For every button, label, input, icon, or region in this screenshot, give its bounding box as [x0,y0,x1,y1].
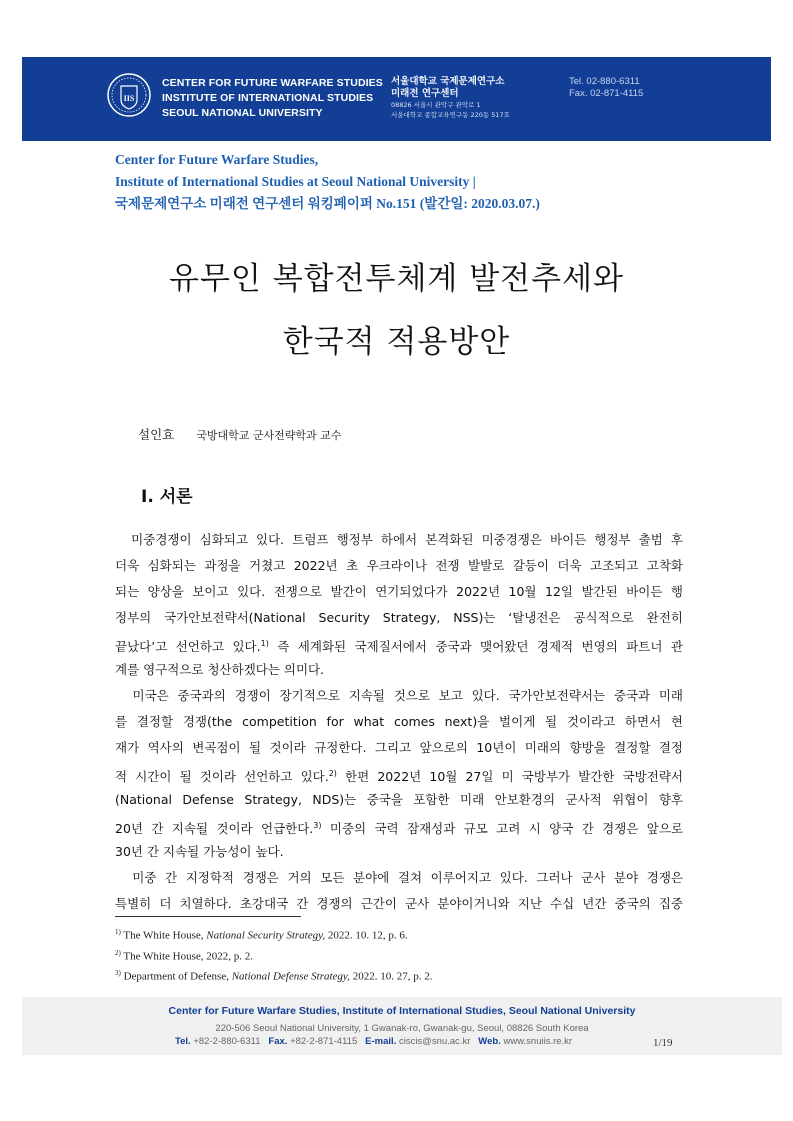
body-line-content [115,813,683,839]
body-text-run: 미국은 중국과의 경쟁이 장기적으로 지속될 것으로 보고 있다. 국가안보전략서는 중국과 미래 [115,688,683,703]
body-line [115,683,683,709]
body-text-run: 를 결정할 경쟁(the competition for what comes next)을 벌이게 될 것이라고 하면서 현 [115,714,683,729]
footer-address: 220-506 Seoul National University, 1 Gwanak-ro, Gwanak-gu, Seoul, 08826 South Korea [215,1023,589,1034]
body-text-run: 특별히 더 치열하다. 초강대국 간 경쟁의 근간이 군사 분야이거니와 지난 수십 년간 중국의 집중 [115,896,683,911]
section-heading: Ⅰ. 서론 [141,487,193,507]
org-line: Center for Future Warfare Studies, [115,152,319,167]
header-contact [569,76,643,100]
body-text-run: 되는 양상을 보이고 있다. 전쟁으로 발간이 연기되었다가 2022년 10월 12일 발간된 바이든 행 [115,584,683,599]
footnote-ref[interactable]: 1) [260,639,269,648]
header-ko-center: 미래전 연구센터 [391,88,459,99]
body-text-run: 끝났다’고 선언하고 있다. [115,639,261,655]
footnotes [115,924,432,986]
author-line [138,425,341,443]
body-line [115,709,683,735]
header-en-line: INSTITUTE OF INTERNATIONAL STUDIES [162,92,374,104]
body-line [115,813,683,839]
footer-email-link[interactable]: ciscis@snu.ac.kr [398,1036,471,1047]
body-line [115,787,683,813]
footnote-text: 2022. 10. 12, p. 6. [325,929,408,942]
footnote-divider [115,916,301,917]
footer-fax: +82-2-871-4115 [290,1036,358,1047]
body-line-content [115,761,683,787]
header-address-1: 08826 서울시 관악구 관악로 1 [391,101,481,109]
university-seal-icon [107,73,151,117]
footer-web-link[interactable]: www.snuiis.re.kr [503,1036,573,1047]
footer-web-label: Web. [478,1036,501,1047]
body-text-run: 미중의 국력 잠재성과 규모 고려 시 양국 간 경쟁은 앞으로 [321,821,683,837]
paper-title-line-2: 한국적 적용방안 [282,324,511,360]
body-line [115,839,683,865]
footnote-ref[interactable]: 3) [313,821,322,830]
body-line [115,631,683,657]
body-text-run: (National Defense Strategy, NDS)는 중국을 포함한 미래 안보환경의 군사적 위협이 향후 [115,792,683,807]
org-line: Institute of International Studies at Seoul National University | [115,174,476,189]
body-line [115,761,683,787]
footnote [115,924,432,945]
working-paper-info [115,149,540,215]
footnote-number: 2) [115,948,121,957]
body-text-run: 적 시간이 될 것이라 선언하고 있다. [115,769,329,785]
header-tel: Tel. 02-880-6311 [569,76,640,87]
body-line [115,891,683,917]
body-text-run: 20년 간 지속될 것이라 언급한다. [115,821,314,837]
body-line [115,735,683,761]
body-text-run: 즉 세계화된 국제질서에서 중국과 맺어왔던 경제적 번영의 파트너 관 [268,639,683,655]
body-line [115,553,683,579]
org-line: 국제문제연구소 미래전 연구센터 워킹페이퍼 No.151 (발간일: 2020.03.07.) [115,196,540,211]
author-affiliation: 국방대학교 군사전략학과 교수 [196,429,342,442]
paper-title-line-1: 유무인 복합전투체계 발전추세와 [169,261,624,297]
footnote-title: National Security Strategy, [206,929,326,942]
header-ko-institute: 서울대학교 국제문제연구소 [391,76,505,87]
body-text-run: 미중 간 지정학적 경쟁은 거의 모든 분야에 걸쳐 이루어지고 있다. 그러나 군사 분야 경쟁은 [115,870,683,885]
body-line [115,657,683,683]
body-line [115,527,683,553]
body-line-content [115,631,683,657]
footnote-number: 1) [115,928,121,936]
page-number: 1/19 [653,1037,673,1049]
body-text-run: 미중경쟁이 심화되고 있다. 트럼프 행정부 하에서 본격화된 미중경쟁은 바이든 행정부 출범 후 [115,532,683,547]
header-fax: Fax. 02-871-4115 [569,88,644,99]
header-banner [22,57,771,141]
footnote-text: 2022. 10. 27, p. 2. [349,970,433,983]
footnote [115,965,432,986]
footnote-text: Department of Defense, [120,970,232,983]
footnote-text: The White House, 2022, p. 2. [120,950,254,963]
body-line [115,579,683,605]
body-text-run: 더욱 심화되는 과정을 거쳤고 2022년 초 우크라이나 전쟁 발발로 갈등이 더욱 고조되고 고착화 [115,558,683,573]
footnote-number: 3) [115,969,121,978]
header-en-line: SEOUL NATIONAL UNIVERSITY [162,107,323,119]
footer-tel-label: Tel. [175,1036,191,1047]
footer-email-label: E-mail. [365,1036,397,1047]
footer-fax-label: Fax. [268,1036,288,1047]
footer-tel: +82-2-880-6311 [193,1036,261,1047]
body-text-run: 한편 2022년 10월 27일 미 국방부가 발간한 국방전략서 [336,769,683,785]
body-line [115,865,683,891]
header-address-2: 서울대학교 종합교육연구동 220동 517호 [391,111,510,119]
footnote [115,945,432,966]
footer-organization: Center for Future Warfare Studies, Institute of International Studies, Seoul National University [168,1005,636,1017]
body-text-run: 계를 영구적으로 청산하겠다는 의미다. [115,662,325,677]
footnote-ref[interactable]: 2) [328,769,337,778]
header-korean-name [391,76,510,120]
body-line [115,605,683,631]
header-en-line: CENTER FOR FUTURE WARFARE STUDIES [162,77,383,89]
body-text-run: 정부의 국가안보전략서(National Security Strategy, NSS)는 ‘탈냉전은 공식적으로 완전히 [115,610,683,625]
footnote-text: The White House, [120,929,207,942]
footnote-title: National Defense Strategy, [231,970,350,983]
footer-contact [175,1036,572,1047]
author-name: 설인효 [138,427,175,442]
body-text-run: 30년 간 지속될 가능성이 높다. [115,844,284,859]
body-text-run: 재가 역사의 변곡점이 될 것이라 규정한다. 그리고 앞으로의 10년이 미래의 향방을 결정할 결정 [115,740,683,755]
body-text [115,527,683,917]
seal-text: IIS [123,94,135,103]
header-english-name [162,76,383,121]
